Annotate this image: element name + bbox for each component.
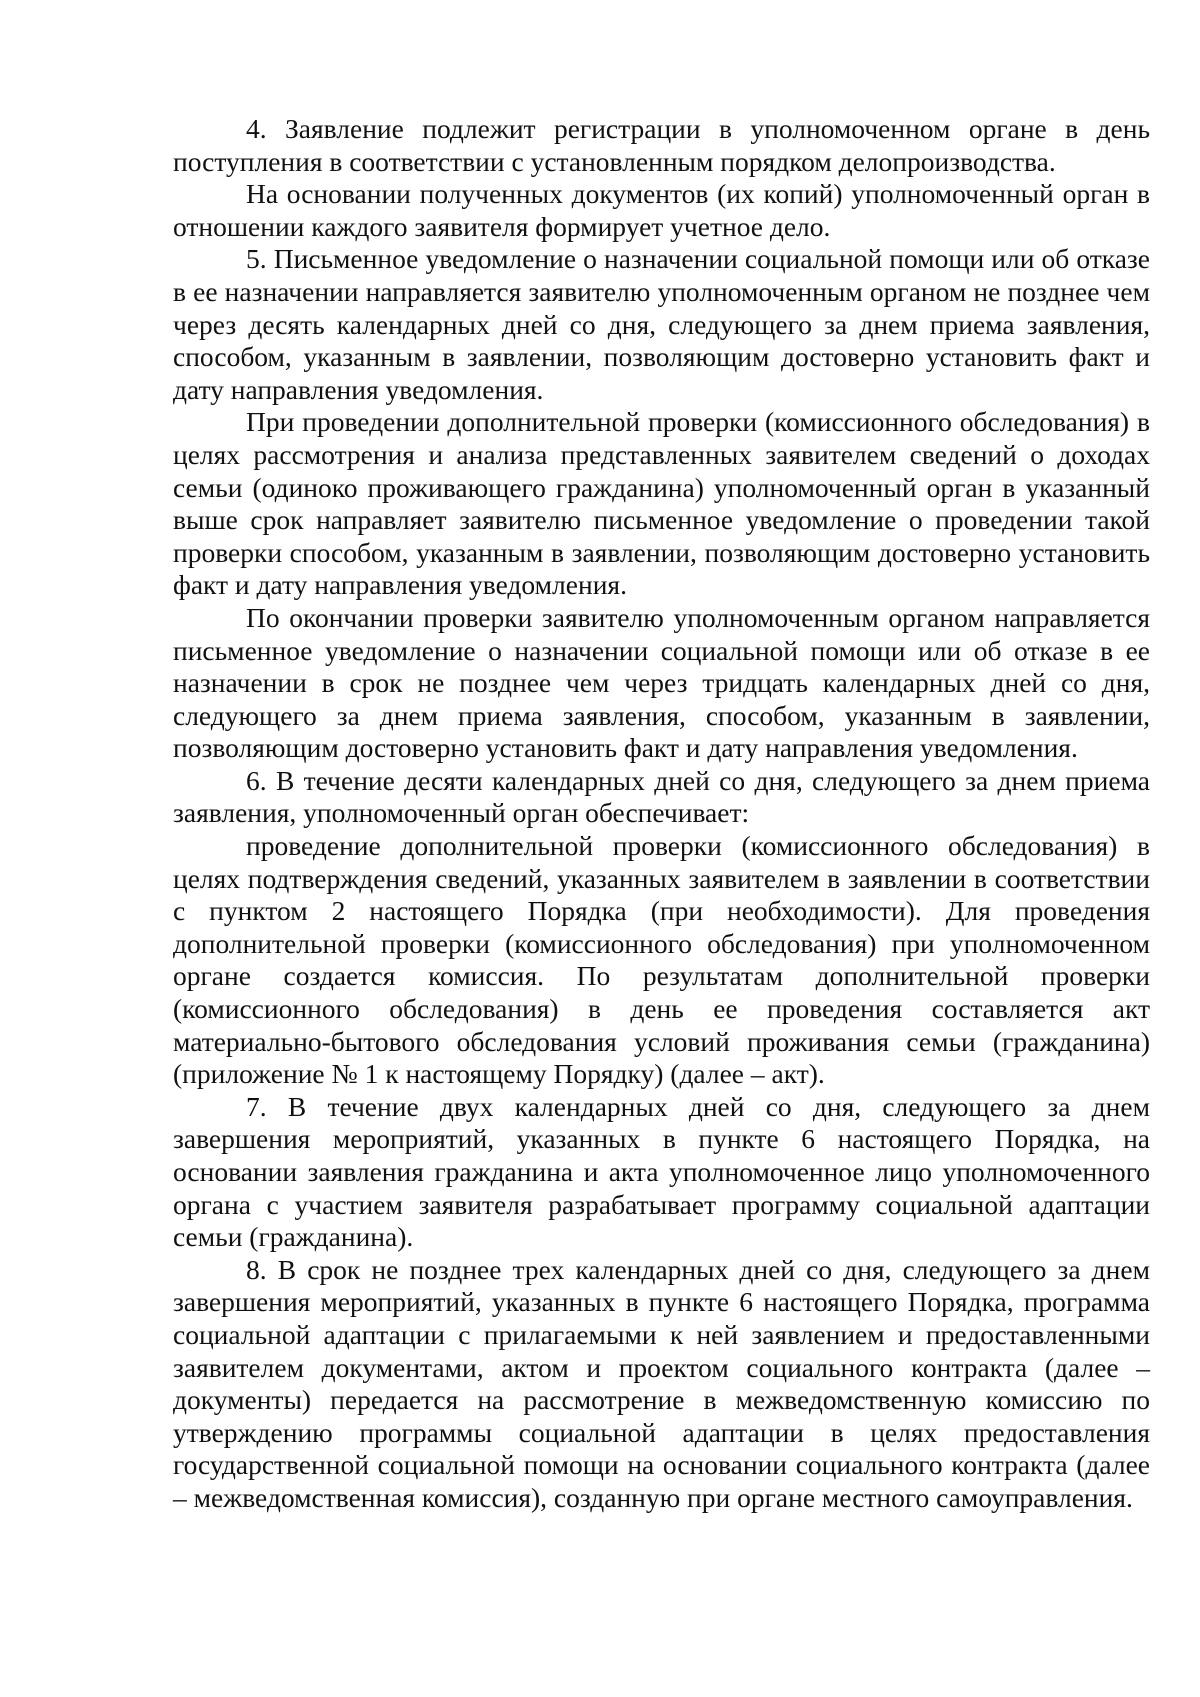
paragraph-item-6: 6. В течение десяти календарных дней со дня, следующего за днем приема заявления, уполномоченный орган обеспечивает: bbox=[173, 764, 1150, 829]
paragraph-item-4: 4. Заявление подлежит регистрации в уполномоченном органе в день поступления в соответствии с установленным порядком делопроизводства. bbox=[173, 113, 1150, 177]
paragraph-item-8: 8. В срок не позднее трех календарных дней со дня, следующего за днем завершения мероприятий, указанных в пункте 6 настоящего Порядка, программа социальной адаптации с прилагаемыми к ней заявлением и предоставленными заявителем документами, актом и проектом социального контракта (далее – документы) передается на рассмотрение в межведомственную комиссию по утверждению программы социальной адаптации в целях предоставления государственной социальной помощи на основании социального контракта (далее – межведомственная комиссия), созданную при органе местного самоуправления. bbox=[173, 1253, 1150, 1513]
paragraph-item-6-inspection: проведение дополнительной проверки (комиссионного обследования) в целях подтверждения сведений, указанных заявителем в заявлении в соответствии с пунктом 2 настоящего Порядка (при необходимости). Для проведения дополнительной проверки (комиссионного обследования) при уполномоченном органе создается комиссия. По результатам дополнительной проверки (комиссионного обследования) в день ее проведения составляется акт материально-бытового обследования условий проживания семьи (гражданина) (приложение № 1 к настоящему Порядку) (далее – акт). bbox=[173, 830, 1150, 1090]
paragraph-item-5: 5. Письменное уведомление о назначении социальной помощи или об отказе в ее назначении направляется заявителю уполномоченным органом не позднее чем через десять календарных дней со дня, следующего за днем приема заявления, способом, указанным в заявлении, позволяющим достоверно установить факт и дату направления уведомления. bbox=[173, 243, 1150, 405]
paragraph-item-7: 7. В течение двух календарных дней со дня, следующего за днем завершения мероприятий, указанных в пункте 6 настоящего Порядка, на основании заявления гражданина и акта уполномоченное лицо уполномоченного органа с участием заявителя разрабатывает программу социальной адаптации семьи (гражданина). bbox=[173, 1090, 1150, 1253]
paragraph-additional-check: При проведении дополнительной проверки (комиссионного обследования) в целях рассмотрения и анализа представленных заявителем сведений о доходах семьи (одиноко проживающего гражданина) уполномоченный орган в указанный выше срок направляет заявителю письменное уведомление о проведении такой проверки способом, указанным в заявлении, позволяющим достоверно установить факт и дату направления уведомления. bbox=[173, 406, 1150, 601]
paragraph-check-completion: По окончании проверки заявителю уполномоченным органом направляется письменное уведомление о назначении социальной помощи или об отказе в ее назначении в срок не позднее чем через тридцать календарных дней со дня, следующего за днем приема заявления, способом, указанным в заявлении, позволяющим достоверно установить факт и дату направления уведомления. bbox=[173, 601, 1150, 764]
document-body bbox=[173, 113, 1150, 1515]
paragraph-case-file: На основании полученных документов (их копий) уполномоченный орган в отношении каждого заявителя формирует учетное дело. bbox=[173, 178, 1150, 242]
